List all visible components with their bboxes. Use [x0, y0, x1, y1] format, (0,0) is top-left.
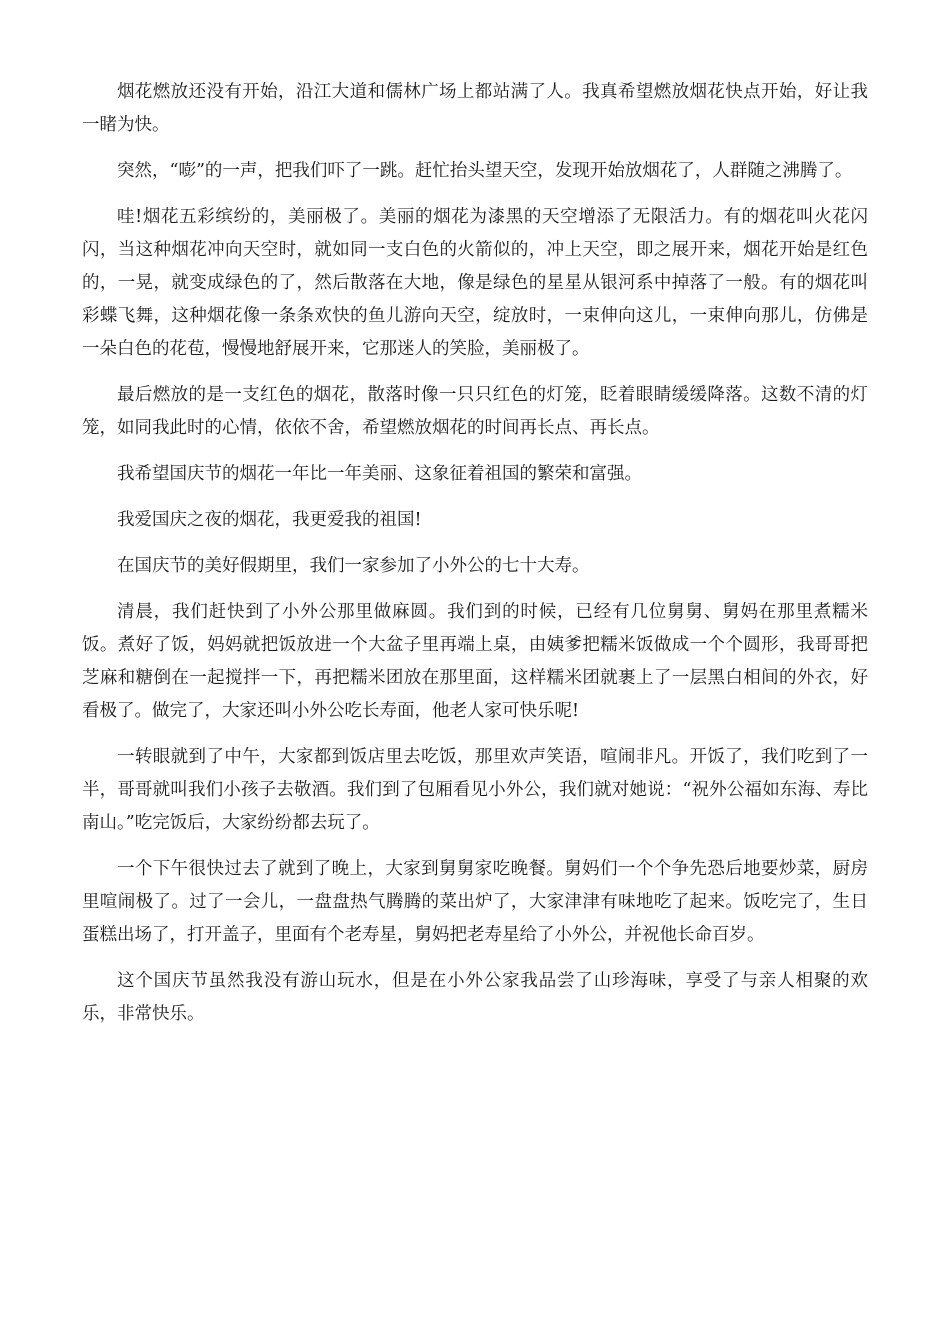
- paragraph-fireworks-start: 突然，“嘭”的一声，把我们吓了一跳。赶忙抬头望天空，发现开始放烟花了，人群随之沸腾了。: [117, 161, 853, 181]
- document-body: [82, 76, 868, 1044]
- paragraph-morning: 清晨，我们赶快到了小外公那里做麻圆。我们到的时候，已经有几位舅舅、舅妈在那里煮糯米饭。煮好了饭，妈妈就把饭放进一个大盆子里再端上桌，由姨爹把糯米饭做成一个个圆形，我哥哥把芝麻和糖倒在一起搅拌一下，再把糯米团放在那里面，这样糯米团就裹上了一层黑白相间的外衣，好看极了。做完了，大家还叫小外公吃长寿面，他老人家可快乐呢!: [82, 602, 868, 721]
- paragraph-fireworks-waiting: 烟花燃放还没有开始，沿江大道和儒林广场上都站满了人。我真希望燃放烟花快点开始，好让我一睹为快。: [82, 82, 868, 135]
- paragraph-love-country: 我爱国庆之夜的烟花，我更爱我的祖国!: [117, 510, 422, 530]
- paragraph-wish: 我希望国庆节的烟花一年比一年美丽、这象征着祖国的繁荣和富强。: [117, 464, 642, 484]
- paragraph-noon: 一转眼就到了中午，大家都到饭店里去吃饭，那里欢声笑语，喧闹非凡。开饭了，我们吃到了一半，哥哥就叫我们小孩子去敬酒。我们到了包厢看见小外公，我们就对她说：“祝外公福如东海、寿比南山。”吃完饭后，大家纷纷都去玩了。: [82, 747, 868, 833]
- paragraph-evening: 一个下午很快过去了就到了晚上，大家到舅舅家吃晚餐。舅妈们一个个争先恐后地要炒菜，厨房里喧闹极了。过了一会儿，一盘盘热气腾腾的菜出炉了，大家津津有味地吃了起来。饭吃完了，生日蛋糕出场了，打开盖子，里面有个老寿星，舅妈把老寿星给了小外公，并祝他长命百岁。: [82, 859, 868, 945]
- paragraph-birthday-intro: 在国庆节的美好假期里，我们一家参加了小外公的七十大寿。: [117, 556, 590, 576]
- paragraph-conclusion: 这个国庆节虽然我没有游山玩水，但是在小外公家我品尝了山珍海味，享受了与亲人相聚的欢乐，非常快乐。: [82, 971, 868, 1024]
- paragraph-last-firework: 最后燃放的是一支红色的烟花，散落时像一只只红色的灯笼，眨着眼睛缓缓降落。这数不清的灯笼，如同我此时的心情，依依不舍，希望燃放烟花的时间再长点、再长点。: [82, 385, 868, 438]
- paragraph-fireworks-description: 哇!烟花五彩缤纷的，美丽极了。美丽的烟花为漆黑的天空增添了无限活力。有的烟花叫火花闪闪，当这种烟花冲向天空时，就如同一支白色的火箭似的，冲上天空，即之展开来，烟花开始是红色的，一晃，就变成绿色的了，然后散落在大地，像是绿色的星星从银河系中掉落了一般。有的烟花叫彩蝶飞舞，这种烟花像一条条欢快的鱼儿游向天空，绽放时，一束伸向这儿，一束伸向那儿，仿佛是一朵白色的花苞，慢慢地舒展开来，它那迷人的笑脸，美丽极了。: [82, 207, 868, 359]
